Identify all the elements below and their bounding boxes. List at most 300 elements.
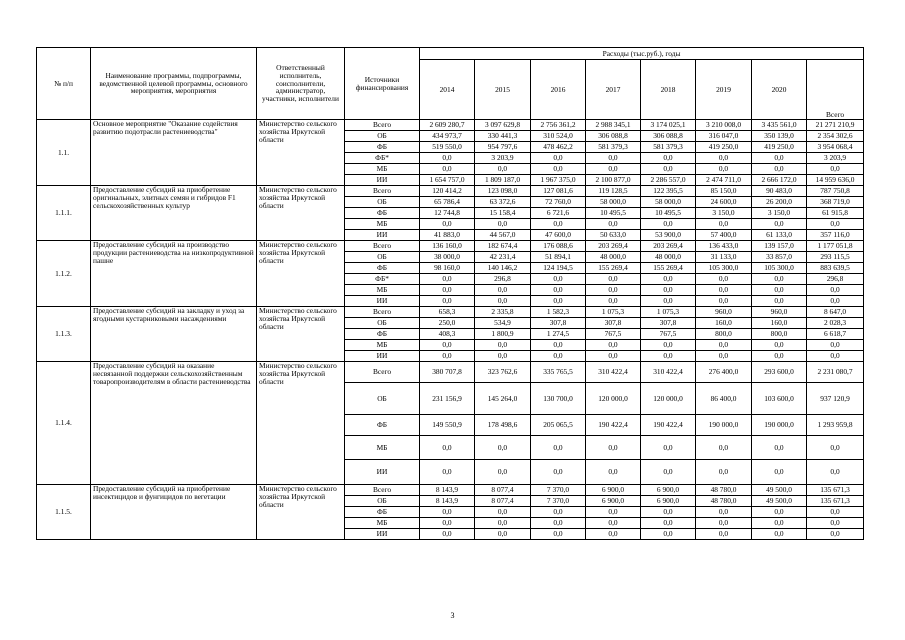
total-cell: 0,0 (807, 296, 864, 307)
value-cell: 190 422,4 (641, 415, 696, 436)
value-cell: 119 128,5 (586, 186, 641, 197)
value-cell: 534,9 (475, 318, 531, 329)
value-cell: 0,0 (475, 219, 531, 230)
value-cell: 0,0 (531, 164, 586, 175)
header-executor: Ответственный исполнитель, соисполнители, администратор, участники, исполнители (257, 48, 345, 120)
value-cell: 0,0 (696, 529, 752, 540)
row-num: 1.1.3. (37, 307, 91, 362)
value-cell: 0,0 (475, 340, 531, 351)
funding-source: ОБ (345, 252, 420, 263)
value-cell: 419 250,0 (696, 142, 752, 153)
value-cell: 0,0 (752, 340, 807, 351)
row-name: Предоставление субсидий на производство продукции растениеводства на низкопродуктивной пашне (91, 241, 257, 307)
value-cell: 145 264,0 (475, 383, 531, 415)
value-cell: 44 567,0 (475, 230, 531, 241)
value-cell: 12 744,8 (420, 208, 475, 219)
value-cell: 6 721,6 (531, 208, 586, 219)
value-cell: 3 150,0 (752, 208, 807, 219)
funding-source: ОБ (345, 131, 420, 142)
total-cell: 0,0 (807, 219, 864, 230)
value-cell: 8 077,4 (475, 496, 531, 507)
value-cell: 155 269,4 (641, 263, 696, 274)
total-cell: 0,0 (807, 340, 864, 351)
value-cell: 581 379,3 (586, 142, 641, 153)
value-cell: 205 065,5 (531, 415, 586, 436)
value-cell: 105 300,0 (696, 263, 752, 274)
value-cell: 0,0 (475, 518, 531, 529)
total-cell: 0,0 (807, 285, 864, 296)
value-cell: 0,0 (531, 518, 586, 529)
value-cell: 122 395,5 (641, 186, 696, 197)
value-cell: 0,0 (752, 518, 807, 529)
funding-source: ИИ (345, 296, 420, 307)
value-cell: 0,0 (586, 529, 641, 540)
value-cell: 310 422,4 (641, 362, 696, 383)
value-cell: 2 988 345,1 (586, 120, 641, 131)
funding-source: ФБ* (345, 153, 420, 164)
row-name: Предоставление субсидий на закладку и уход за ягодными кустарниковыми насаждениями (91, 307, 257, 362)
row-executor: Министерство сельского хозяйства Иркутской области (257, 186, 345, 241)
value-cell: 231 156,9 (420, 383, 475, 415)
total-cell: 357 116,0 (807, 230, 864, 241)
value-cell: 0,0 (752, 274, 807, 285)
value-cell: 139 157,0 (752, 241, 807, 252)
value-cell: 0,0 (586, 351, 641, 362)
value-cell: 3 203,9 (475, 153, 531, 164)
value-cell: 0,0 (586, 285, 641, 296)
value-cell: 63 372,6 (475, 197, 531, 208)
value-cell: 0,0 (641, 285, 696, 296)
value-cell: 6 900,0 (641, 485, 696, 496)
header-expenses: Расходы (тыс.руб.), годы (420, 48, 864, 60)
value-cell: 49 500,0 (752, 485, 807, 496)
funding-source: МБ (345, 340, 420, 351)
year-header: 2017 (586, 60, 641, 120)
value-cell: 10 495,5 (586, 208, 641, 219)
value-cell: 0,0 (696, 153, 752, 164)
funding-source: ОБ (345, 383, 420, 415)
value-cell: 0,0 (531, 351, 586, 362)
value-cell: 190 422,4 (586, 415, 641, 436)
value-cell: 50 633,0 (586, 230, 641, 241)
value-cell: 38 000,0 (420, 252, 475, 263)
value-cell: 0,0 (420, 518, 475, 529)
value-cell: 124 194,5 (531, 263, 586, 274)
value-cell: 49 500,0 (752, 496, 807, 507)
value-cell: 0,0 (531, 529, 586, 540)
value-cell: 2 100 877,0 (586, 175, 641, 186)
page-number: 3 (450, 611, 455, 620)
value-cell: 0,0 (752, 285, 807, 296)
value-cell: 293 600,0 (752, 362, 807, 383)
value-cell: 190 000,0 (696, 415, 752, 436)
total-cell: 787 750,8 (807, 186, 864, 197)
funding-source: ФБ (345, 263, 420, 274)
funding-source: Всего (345, 241, 420, 252)
value-cell: 140 146,2 (475, 263, 531, 274)
total-cell: 296,8 (807, 274, 864, 285)
value-cell: 0,0 (641, 529, 696, 540)
value-cell: 434 973,7 (420, 131, 475, 142)
value-cell: 136 433,0 (696, 241, 752, 252)
value-cell: 0,0 (641, 340, 696, 351)
row-num: 1.1.4. (37, 362, 91, 485)
value-cell: 48 780,0 (696, 496, 752, 507)
row-name: Предоставление субсидий на приобретение инсектицидов и фунгицидов по вегетации (91, 485, 257, 540)
value-cell: 103 600,0 (752, 383, 807, 415)
value-cell: 3 174 025,1 (641, 120, 696, 131)
funding-source: ФБ* (345, 274, 420, 285)
value-cell: 330 441,3 (475, 131, 531, 142)
value-cell: 160,0 (696, 318, 752, 329)
funding-source: МБ (345, 518, 420, 529)
value-cell: 0,0 (531, 460, 586, 485)
year-header: 2016 (531, 60, 586, 120)
value-cell: 0,0 (696, 460, 752, 485)
row-name: Основное мероприятие "Оказание содействия развитию подотрасли растениеводства" (91, 120, 257, 186)
value-cell: 120 414,2 (420, 186, 475, 197)
total-cell: 293 115,5 (807, 252, 864, 263)
value-cell: 0,0 (420, 296, 475, 307)
value-cell: 0,0 (586, 460, 641, 485)
value-cell: 149 550,9 (420, 415, 475, 436)
total-cell: 0,0 (807, 507, 864, 518)
value-cell: 478 462,2 (531, 142, 586, 153)
value-cell: 26 200,0 (752, 197, 807, 208)
value-cell: 954 797,6 (475, 142, 531, 153)
total-cell: 1 293 959,8 (807, 415, 864, 436)
table-row (37, 485, 864, 496)
value-cell: 155 269,4 (586, 263, 641, 274)
value-cell: 6 900,0 (586, 496, 641, 507)
value-cell: 0,0 (586, 153, 641, 164)
year-header: 2019 (696, 60, 752, 120)
value-cell: 8 143,9 (420, 485, 475, 496)
value-cell: 0,0 (696, 351, 752, 362)
funding-source: МБ (345, 219, 420, 230)
value-cell: 276 400,0 (696, 362, 752, 383)
total-cell: 883 639,5 (807, 263, 864, 274)
value-cell: 15 158,4 (475, 208, 531, 219)
value-cell: 0,0 (475, 164, 531, 175)
funding-source: Всего (345, 120, 420, 131)
value-cell: 0,0 (420, 507, 475, 518)
value-cell: 61 133,0 (752, 230, 807, 241)
table-row (37, 362, 864, 383)
value-cell: 960,0 (696, 307, 752, 318)
value-cell: 0,0 (752, 529, 807, 540)
value-cell: 0,0 (586, 340, 641, 351)
value-cell: 0,0 (696, 340, 752, 351)
value-cell: 0,0 (586, 436, 641, 460)
value-cell: 0,0 (475, 351, 531, 362)
funding-source: ОБ (345, 318, 420, 329)
funding-source: ФБ (345, 142, 420, 153)
value-cell: 0,0 (420, 351, 475, 362)
total-cell: 21 271 210,9 (807, 120, 864, 131)
value-cell: 1 654 757,0 (420, 175, 475, 186)
total-cell: 0,0 (807, 164, 864, 175)
value-cell: 0,0 (586, 219, 641, 230)
value-cell: 0,0 (641, 296, 696, 307)
value-cell: 86 400,0 (696, 383, 752, 415)
total-cell: 1 177 051,8 (807, 241, 864, 252)
value-cell: 190 000,0 (752, 415, 807, 436)
value-cell: 6 900,0 (641, 496, 696, 507)
value-cell: 960,0 (752, 307, 807, 318)
value-cell: 7 370,0 (531, 485, 586, 496)
value-cell: 130 700,0 (531, 383, 586, 415)
total-cell: 0,0 (807, 518, 864, 529)
value-cell: 203 269,4 (586, 241, 641, 252)
value-cell: 0,0 (531, 436, 586, 460)
value-cell: 1 274,5 (531, 329, 586, 340)
value-cell: 51 894,1 (531, 252, 586, 263)
value-cell: 2 335,8 (475, 307, 531, 318)
value-cell: 0,0 (752, 436, 807, 460)
value-cell: 419 250,0 (752, 142, 807, 153)
value-cell: 0,0 (420, 285, 475, 296)
total-cell: 2 354 302,6 (807, 131, 864, 142)
total-cell: 135 671,3 (807, 496, 864, 507)
total-cell: 937 120,9 (807, 383, 864, 415)
funding-source: Всего (345, 362, 420, 383)
funding-source: ФБ (345, 329, 420, 340)
value-cell: 0,0 (475, 460, 531, 485)
value-cell: 307,8 (586, 318, 641, 329)
value-cell: 0,0 (420, 436, 475, 460)
value-cell: 98 160,0 (420, 263, 475, 274)
funding-source: ФБ (345, 415, 420, 436)
funding-source: ИИ (345, 529, 420, 540)
table-body (37, 120, 864, 540)
row-executor: Министерство сельского хозяйства Иркутской области (257, 120, 345, 186)
year-header: 2018 (641, 60, 696, 120)
value-cell: 0,0 (641, 153, 696, 164)
value-cell: 3 150,0 (696, 208, 752, 219)
value-cell: 1 800,9 (475, 329, 531, 340)
total-cell: 2 028,3 (807, 318, 864, 329)
value-cell: 0,0 (696, 296, 752, 307)
value-cell: 24 600,0 (696, 197, 752, 208)
value-cell: 296,8 (475, 274, 531, 285)
total-cell: 0,0 (807, 436, 864, 460)
value-cell: 0,0 (641, 460, 696, 485)
value-cell: 0,0 (420, 164, 475, 175)
value-cell: 306 088,8 (586, 131, 641, 142)
value-cell: 316 047,0 (696, 131, 752, 142)
funding-source: ФБ (345, 208, 420, 219)
row-executor: Министерство сельского хозяйства Иркутской области (257, 307, 345, 362)
value-cell: 767,5 (586, 329, 641, 340)
value-cell: 0,0 (752, 219, 807, 230)
value-cell: 120 000,0 (641, 383, 696, 415)
value-cell: 519 550,0 (420, 142, 475, 153)
header-name: Наименование программы, подпрограммы, ведомственной целевой программы, основного мероприятия, мероприятия (91, 48, 257, 120)
funding-source: ФБ (345, 507, 420, 518)
value-cell: 65 786,4 (420, 197, 475, 208)
value-cell: 0,0 (531, 296, 586, 307)
value-cell: 136 160,0 (420, 241, 475, 252)
value-cell: 160,0 (752, 318, 807, 329)
value-cell: 0,0 (586, 518, 641, 529)
value-cell: 0,0 (586, 296, 641, 307)
value-cell: 2 474 711,0 (696, 175, 752, 186)
funding-source: Всего (345, 485, 420, 496)
value-cell: 2 609 280,7 (420, 120, 475, 131)
value-cell: 310 524,0 (531, 131, 586, 142)
funding-source: МБ (345, 285, 420, 296)
value-cell: 1 582,3 (531, 307, 586, 318)
row-num: 1.1. (37, 120, 91, 186)
value-cell: 0,0 (752, 507, 807, 518)
value-cell: 0,0 (531, 274, 586, 285)
value-cell: 2 666 172,0 (752, 175, 807, 186)
value-cell: 0,0 (420, 274, 475, 285)
value-cell: 0,0 (475, 436, 531, 460)
value-cell: 31 133,0 (696, 252, 752, 263)
row-name: Предоставление субсидий на приобретение оригинальных, элитных семян и гибридов F1 сельскохозяйственных культур (91, 186, 257, 241)
value-cell: 176 088,6 (531, 241, 586, 252)
value-cell: 2 286 557,0 (641, 175, 696, 186)
value-cell: 0,0 (696, 436, 752, 460)
value-cell: 58 000,0 (641, 197, 696, 208)
value-cell: 105 300,0 (752, 263, 807, 274)
table-row (37, 307, 864, 318)
funding-source: ИИ (345, 230, 420, 241)
value-cell: 0,0 (752, 351, 807, 362)
year-header: 2015 (475, 60, 531, 120)
value-cell: 120 000,0 (586, 383, 641, 415)
value-cell: 48 780,0 (696, 485, 752, 496)
value-cell: 41 883,0 (420, 230, 475, 241)
value-cell: 306 088,8 (641, 131, 696, 142)
value-cell: 3 097 629,8 (475, 120, 531, 131)
value-cell: 307,8 (641, 318, 696, 329)
value-cell: 0,0 (641, 274, 696, 285)
value-cell: 48 000,0 (641, 252, 696, 263)
total-cell: 3 954 068,4 (807, 142, 864, 153)
value-cell: 0,0 (752, 153, 807, 164)
value-cell: 127 081,6 (531, 186, 586, 197)
value-cell: 0,0 (641, 507, 696, 518)
total-cell: 8 647,0 (807, 307, 864, 318)
total-cell: 14 959 636,0 (807, 175, 864, 186)
value-cell: 0,0 (752, 164, 807, 175)
value-cell: 0,0 (475, 529, 531, 540)
value-cell: 350 139,0 (752, 131, 807, 142)
value-cell: 58 000,0 (586, 197, 641, 208)
value-cell: 0,0 (420, 460, 475, 485)
value-cell: 800,0 (696, 329, 752, 340)
value-cell: 0,0 (475, 296, 531, 307)
value-cell: 1 809 187,0 (475, 175, 531, 186)
value-cell: 72 760,0 (531, 197, 586, 208)
value-cell: 0,0 (420, 529, 475, 540)
total-cell: 3 203,9 (807, 153, 864, 164)
funding-source: ИИ (345, 351, 420, 362)
value-cell: 323 762,6 (475, 362, 531, 383)
value-cell: 335 765,5 (531, 362, 586, 383)
value-cell: 0,0 (641, 351, 696, 362)
value-cell: 53 900,0 (641, 230, 696, 241)
value-cell: 0,0 (531, 153, 586, 164)
value-cell: 0,0 (696, 518, 752, 529)
value-cell: 0,0 (641, 164, 696, 175)
value-cell: 0,0 (752, 460, 807, 485)
value-cell: 581 379,3 (641, 142, 696, 153)
value-cell: 0,0 (641, 436, 696, 460)
total-cell: 61 915,8 (807, 208, 864, 219)
value-cell: 0,0 (531, 507, 586, 518)
value-cell: 33 857,0 (752, 252, 807, 263)
value-cell: 310 422,4 (586, 362, 641, 383)
funding-source: Всего (345, 186, 420, 197)
value-cell: 658,3 (420, 307, 475, 318)
value-cell: 85 150,0 (696, 186, 752, 197)
value-cell: 0,0 (641, 518, 696, 529)
value-cell: 380 707,8 (420, 362, 475, 383)
value-cell: 0,0 (475, 507, 531, 518)
value-cell: 90 483,0 (752, 186, 807, 197)
header-num: № п/п (37, 48, 91, 120)
value-cell: 0,0 (531, 219, 586, 230)
year-header: 2020 (752, 60, 807, 120)
funding-source: ОБ (345, 496, 420, 507)
row-num: 1.1.5. (37, 485, 91, 540)
value-cell: 0,0 (696, 164, 752, 175)
table-row (37, 241, 864, 252)
value-cell: 800,0 (752, 329, 807, 340)
total-cell: 0,0 (807, 529, 864, 540)
value-cell: 408,3 (420, 329, 475, 340)
value-cell: 203 269,4 (641, 241, 696, 252)
value-cell: 0,0 (531, 340, 586, 351)
value-cell: 0,0 (696, 507, 752, 518)
value-cell: 0,0 (531, 285, 586, 296)
row-name: Предоставление субсидий на оказание несвязанной поддержки сельскохозяйственным товаропроизводителям в области растениеводства (91, 362, 257, 485)
value-cell: 1 075,3 (641, 307, 696, 318)
table-row (37, 120, 864, 131)
year-header: Всего (807, 60, 864, 120)
value-cell: 48 000,0 (586, 252, 641, 263)
value-cell: 767,5 (641, 329, 696, 340)
value-cell: 3 210 008,0 (696, 120, 752, 131)
table-row (37, 186, 864, 197)
value-cell: 42 231,4 (475, 252, 531, 263)
value-cell: 0,0 (696, 285, 752, 296)
funding-source: ИИ (345, 460, 420, 485)
row-executor: Министерство сельского хозяйства Иркутской области (257, 485, 345, 540)
value-cell: 8 077,4 (475, 485, 531, 496)
value-cell: 10 495,5 (641, 208, 696, 219)
funding-source: Всего (345, 307, 420, 318)
value-cell: 0,0 (420, 153, 475, 164)
value-cell: 0,0 (586, 274, 641, 285)
expenses-table (36, 47, 864, 540)
header-source: Источники финансирования (345, 48, 420, 120)
row-num: 1.1.1. (37, 186, 91, 241)
value-cell: 2 756 361,2 (531, 120, 586, 131)
total-cell: 368 719,0 (807, 197, 864, 208)
year-header: 2014 (420, 60, 475, 120)
value-cell: 0,0 (420, 340, 475, 351)
value-cell: 178 498,6 (475, 415, 531, 436)
funding-source: МБ (345, 164, 420, 175)
row-num: 1.1.2. (37, 241, 91, 307)
value-cell: 0,0 (696, 219, 752, 230)
value-cell: 3 435 561,0 (752, 120, 807, 131)
